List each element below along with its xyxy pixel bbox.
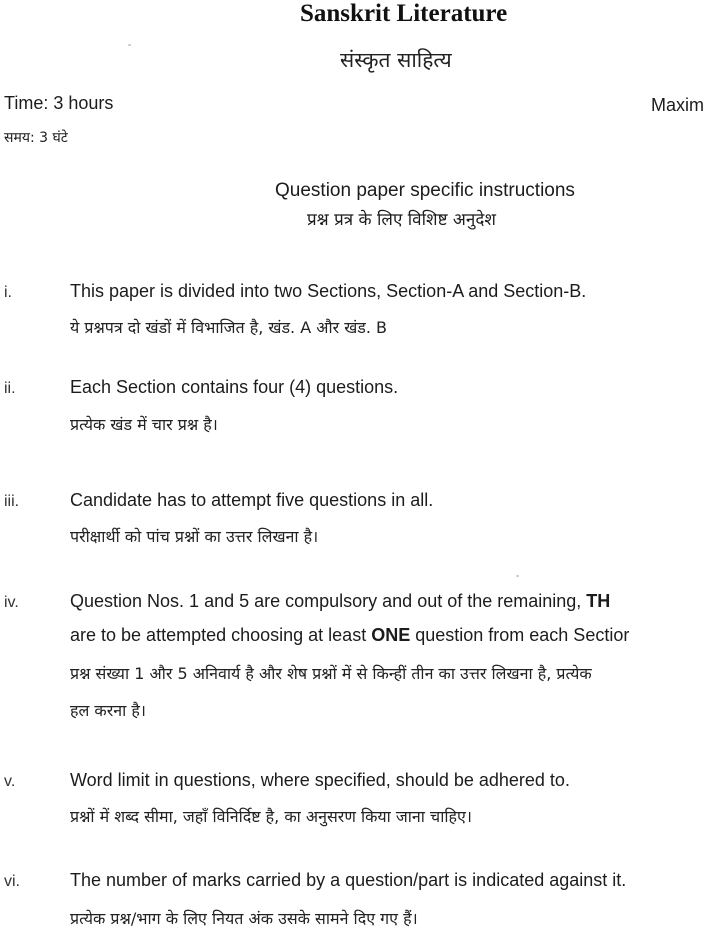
instruction-text: Word limit in questions, where specified, should be adhered to. xyxy=(70,770,570,790)
time-label: Time: 3 hours xyxy=(4,93,114,113)
instruction-text: The number of marks carried by a question/part is indicated against it. xyxy=(70,870,627,890)
instruction-text-hindi: प्रत्येक प्रश्न/भाग के लिए नियत अंक उसके सामने दिए गए हैं। xyxy=(70,909,418,928)
instruction-text: This paper is divided into two Sections, Section-A and Section-B. xyxy=(70,281,587,301)
instruction-text-hindi: परीक्षार्थी को पांच प्रश्नों का उत्तर लिखना है। xyxy=(70,527,319,546)
paper-title: Sanskrit Literature xyxy=(300,0,508,27)
instruction-text-hindi: प्रश्नों में शब्द सीमा, जहाँ विनिर्दिष्ट है, का अनुसरण किया जाना चाहिए। xyxy=(70,807,472,826)
max-marks-label: Maxim xyxy=(651,95,704,115)
instructions-heading-hindi: प्रश्न प्रत्र के लिए विशिष्ट अनुदेश xyxy=(307,210,496,230)
instruction-number: ii. xyxy=(4,380,16,397)
instruction-number: i. xyxy=(4,284,12,301)
instruction-number: v. xyxy=(4,773,16,790)
scan-speck xyxy=(128,44,131,46)
scan-speck xyxy=(516,575,519,577)
instruction-text-hindi-continued: हल करना है। xyxy=(70,701,146,720)
instruction-text: Each Section contains four (4) questions. xyxy=(70,377,399,397)
instruction-number: iv. xyxy=(4,594,19,611)
instruction-text-hindi: ये प्रश्नपत्र दो खंडों में विभाजित है, खंड. A और खंड. B xyxy=(70,318,388,337)
instruction-number: iii. xyxy=(4,493,20,510)
instruction-text-hindi: प्रत्येक खंड में चार प्रश्न है। xyxy=(70,415,218,434)
instruction-text-hindi: प्रश्न संख्या 1 और 5 अनिवार्य है और शेष प्रश्नों में से किन्हीं तीन का उत्तर लिखना है, प्रत्येक xyxy=(70,664,592,683)
instruction-text: Candidate has to attempt five questions in all. xyxy=(70,490,434,510)
instructions-heading: Question paper specific instructions xyxy=(275,180,575,201)
paper-title-hindi: संस्कृत साहित्य xyxy=(340,48,452,72)
time-label-hindi: समय: 3 घंटे xyxy=(4,130,68,146)
instruction-number: vi. xyxy=(4,873,20,890)
instruction-text: Question Nos. 1 and 5 are compulsory and out of the remaining, TH xyxy=(70,591,611,611)
instruction-text-continued: are to be attempted choosing at least ONE question from each Sectior xyxy=(70,625,630,645)
